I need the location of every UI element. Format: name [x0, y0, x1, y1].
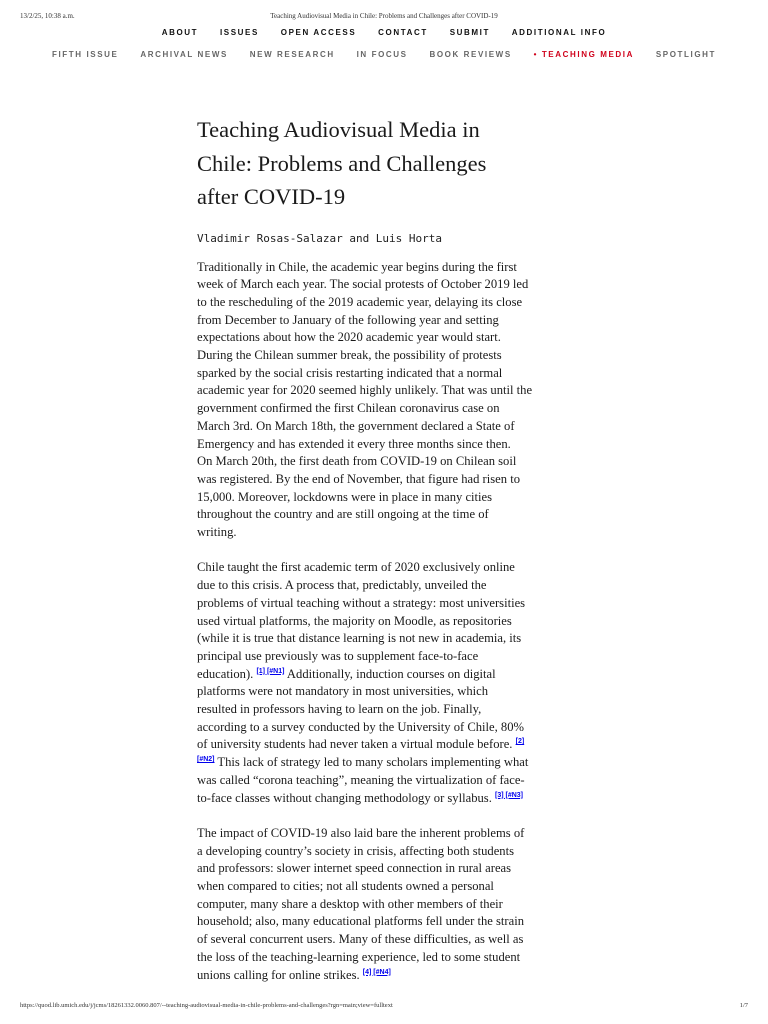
primary-nav	[0, 28, 768, 37]
nav-additional-info-link[interactable]: ADDITIONAL INFO	[511, 28, 607, 37]
nav-about-link[interactable]: ABOUT	[161, 28, 199, 37]
nav-teaching-media-link[interactable]: • TEACHING MEDIA	[533, 50, 634, 59]
paragraph-line	[197, 736, 573, 754]
footnote-ref[interactable]: [2]	[515, 738, 525, 746]
nav-fifth-issue-link[interactable]: FIFTH ISSUE	[51, 50, 119, 59]
paragraph-line: (while it is true that distance learning is not new in academia, its	[197, 631, 522, 646]
paragraph-line: when compared to cities; not all students owned a personal	[197, 879, 494, 894]
article-title-line: after COVID-19	[197, 184, 346, 209]
nav-archival-news-link[interactable]: ARCHIVAL NEWS	[140, 50, 228, 59]
print-url: https://quod.lib.umich.edu/j/jcms/18261332.0060.807/--teaching-audiovisual-media-in-chile-problems-and-challenges?rgn=main;view=fulltext	[20, 1002, 393, 1009]
article-title-line: Chile: Problems and Challenges	[197, 150, 487, 176]
article-title-line: Teaching Audiovisual Media in	[197, 117, 480, 142]
paragraph-line: expectations about how the 2020 academic year would start.	[197, 330, 501, 345]
paragraph-line: and professors: slower internet speed connection in rural areas	[197, 861, 512, 876]
paragraph-line: March 3rd. On March 18th, the government declared a State of	[197, 418, 515, 433]
print-header	[20, 12, 748, 24]
nav-issues-link[interactable]: ISSUES	[219, 28, 259, 37]
paragraph-line: was registered. By the end of November, that figure had risen to	[197, 471, 520, 486]
paragraph-line: 15,000. Moreover, lockdowns were in place in many cities	[197, 489, 493, 504]
paragraph-line	[197, 967, 573, 985]
paragraph-line: writing.	[197, 525, 237, 540]
paragraph-line: Chile taught the first academic term of 2020 exclusively online	[197, 560, 515, 575]
paragraph-line: household; also, many educational platforms fell under the strain	[197, 914, 525, 929]
text-run: This lack of strategy led to many scholars implementing what	[214, 755, 529, 770]
paragraph-line: During the Chilean summer break, the possibility of protests	[197, 348, 502, 363]
article-paragraph	[197, 559, 573, 807]
article-paragraph	[197, 825, 573, 984]
print-date: 13/2/25, 10:38 a.m.	[20, 12, 75, 20]
paragraph-line: problems of virtual teaching without a strategy: most universities	[197, 595, 526, 610]
paragraph-line: On March 20th, the first death from COVID-19 on Chilean soil	[197, 454, 517, 469]
paragraph-line: government confirmed the first Chilean coronavirus case on	[197, 401, 500, 416]
paragraph-line: computer, many share a desktop with other members of their	[197, 896, 503, 911]
text-run: of university students had never taken a virtual module before.	[197, 737, 516, 752]
paragraph-line: a developing country’s society in crisis, affecting both students	[197, 843, 514, 858]
nav-book-reviews-link[interactable]: BOOK REVIEWS	[429, 50, 512, 59]
paragraph-line: from December to January of the following year and setting	[197, 312, 499, 327]
paragraph-line	[197, 754, 573, 772]
paragraph-line: platforms were not mandatory in most universities, which	[197, 684, 488, 699]
paragraph-line: to the rescheduling of the 2019 academic year, delaying its close	[197, 294, 523, 309]
paragraph-line: of several concurrent users. Many of these difficulties, as well as	[197, 932, 524, 947]
nav-open-access-link[interactable]: OPEN ACCESS	[280, 28, 357, 37]
paragraph-line: Emergency and has extended it every three months since then.	[197, 436, 511, 451]
paragraph-line: principal use previously was to supplement face-to-face	[197, 648, 479, 663]
paragraph-line: Traditionally in Chile, the academic year begins during the first	[197, 259, 517, 274]
paragraph-line: week of March each year. The social protests of October 2019 led	[197, 277, 529, 292]
nav-submit-link[interactable]: SUBMIT	[449, 28, 490, 37]
footnote-ref[interactable]: [3] [#N3]	[495, 791, 524, 799]
nav-in-focus-link[interactable]: IN FOCUS	[356, 50, 408, 59]
footnote-ref[interactable]: [4] [#N4]	[362, 968, 391, 976]
text-run: unions calling for online strikes.	[197, 967, 363, 982]
nav-spotlight-link[interactable]: SPOTLIGHT	[655, 50, 717, 59]
paragraph-line: academic year for 2020 seemed highly unlikely. That was until the	[197, 383, 533, 398]
print-page-number: 1/7	[739, 1002, 748, 1009]
article-title	[197, 113, 573, 214]
paragraph-line: due to this crisis. A process that, predictably, unveiled the	[197, 578, 487, 593]
paragraph-line	[197, 790, 573, 808]
footnote-ref[interactable]: [1] [#N1]	[256, 667, 285, 675]
paragraph-line: used virtual platforms, the majority on Moodle, as repositories	[197, 613, 512, 628]
nav-new-research-link[interactable]: NEW RESEARCH	[249, 50, 335, 59]
article	[197, 113, 573, 1002]
footnote-ref[interactable]: [#N2]	[197, 756, 215, 764]
paragraph-line: according to a survey conducted by the University of Chile, 80%	[197, 719, 525, 734]
paragraph-line: resulted in professors having to learn on the job. Finally,	[197, 702, 482, 717]
article-authors: Vladimir Rosas-Salazar and Luis Horta	[197, 231, 443, 245]
paragraph-line: The impact of COVID-19 also laid bare the inherent problems of	[197, 825, 525, 840]
nav-contact-link[interactable]: CONTACT	[378, 28, 428, 37]
paragraph-line: was called “corona teaching”, meaning the virtualization of face-	[197, 772, 525, 787]
article-paragraph	[197, 259, 573, 542]
print-page-title: Teaching Audiovisual Media in Chile: Problems and Challenges after COVID-19	[270, 12, 498, 20]
section-nav	[0, 50, 768, 59]
paragraph-line	[197, 666, 573, 684]
text-run: education).	[197, 666, 257, 681]
paragraph-line: sparked by the social crisis restarting indicated that a normal	[197, 365, 503, 380]
paragraph-line: throughout the country and are still ongoing at the time of	[197, 507, 489, 522]
article-body	[197, 259, 573, 985]
text-run: to-face classes without changing methodology or syllabus.	[197, 790, 495, 805]
paragraph-line: the loss of the teaching-learning experience, led to some student	[197, 949, 521, 964]
text-run: Additionally, induction courses on digital	[284, 666, 496, 681]
